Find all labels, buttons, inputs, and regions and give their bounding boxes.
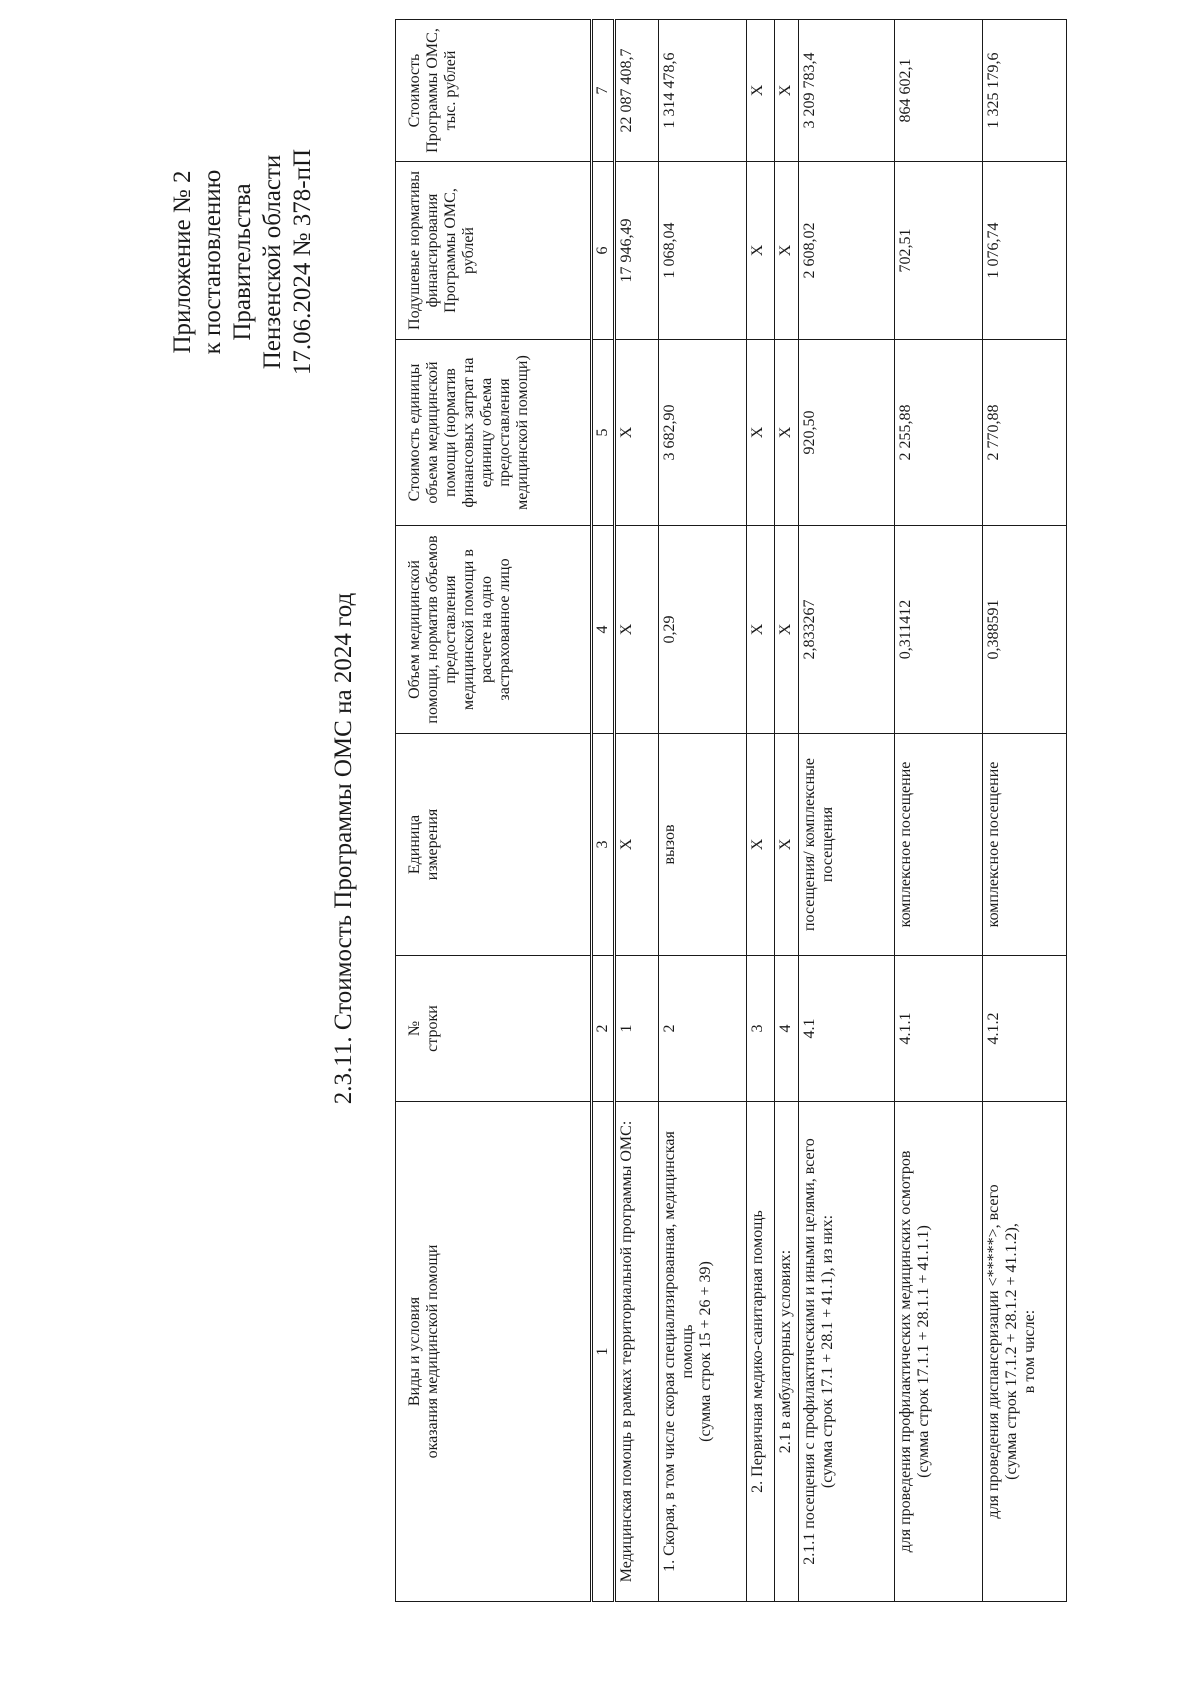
table-cell: 3 682,90 xyxy=(659,340,747,526)
header-cell: Виды и условия оказания медицинской помощи xyxy=(396,1102,592,1602)
table-row xyxy=(983,20,1067,1602)
table-cell: Х xyxy=(775,526,799,734)
table-body xyxy=(615,20,1067,1602)
table-cell: комплексное посещение xyxy=(983,734,1067,956)
column-number: 4 xyxy=(592,526,615,734)
row-label-cell: для проведения диспансеризации <*****>, всего (сумма строк 17.1.2 + 28.1.2 + 41.1.2), в том числе: xyxy=(983,1102,1067,1602)
table-cell: 1 068,04 xyxy=(659,162,747,340)
table-cell: 920,50 xyxy=(799,340,895,526)
table-cell: 4.1 xyxy=(799,956,895,1102)
header-cell: Подушевые нормативы финансирования Программы ОМС, рублей xyxy=(396,162,592,340)
table-row xyxy=(747,20,775,1602)
row-label-cell: для проведения профилактических медицинских осмотров (сумма строк 17.1.1 + 28.1.1 + 41.1.1) xyxy=(895,1102,983,1602)
table-cell: Х xyxy=(615,340,659,526)
table-cell: Х xyxy=(747,526,775,734)
column-number: 2 xyxy=(592,956,615,1102)
table-cell: 1 076,74 xyxy=(983,162,1067,340)
table-cell: 1 xyxy=(615,956,659,1102)
appendix-line-4: 17.06.2024 № 378-пП xyxy=(289,148,316,376)
table-cell: 4.1.1 xyxy=(895,956,983,1102)
table-cell: 702,51 xyxy=(895,162,983,340)
table-cell: Х xyxy=(775,734,799,956)
table-cell: Х xyxy=(747,20,775,162)
row-label-cell: 2.1.1 посещения с профилактическими и иными целями, всего (сумма строк 17.1 + 28.1 + 41.1), из них: xyxy=(799,1102,895,1602)
row-label-cell: Медицинская помощь в рамках территориальной программы ОМС: xyxy=(615,1102,659,1602)
table-cell: 2 608,02 xyxy=(799,162,895,340)
table-cell: 1 325 179,6 xyxy=(983,20,1067,162)
table-cell: Х xyxy=(775,162,799,340)
appendix-block xyxy=(168,97,318,427)
document-title: 2.3.11. Стоимость Программы ОМС на 2024 год xyxy=(330,592,357,1105)
table-cell: комплексное посещение xyxy=(895,734,983,956)
row-label-cell: 1. Скорая, в том числе скорая специализированная, медицинская помощь (сумма строк 15 + 26 + 39) xyxy=(659,1102,747,1602)
table-cell: 3 209 783,4 xyxy=(799,20,895,162)
appendix-line-1: Приложение № 2 xyxy=(169,170,196,354)
column-number: 5 xyxy=(592,340,615,526)
table-cell: 2,833267 xyxy=(799,526,895,734)
row-label-cell: 2. Первичная медико-санитарная помощь xyxy=(747,1102,775,1602)
column-number: 1 xyxy=(592,1102,615,1602)
table-cell: 2 255,88 xyxy=(895,340,983,526)
column-number: 6 xyxy=(592,162,615,340)
table-row xyxy=(895,20,983,1602)
row-label-cell: 2.1 в амбулаторных условиях: xyxy=(775,1102,799,1602)
table-cell: 3 xyxy=(747,956,775,1102)
table-cell: 0,311412 xyxy=(895,526,983,734)
table-cell: 22 087 408,7 xyxy=(615,20,659,162)
table-cell: 1 314 478,6 xyxy=(659,20,747,162)
table-cell: 0,388591 xyxy=(983,526,1067,734)
table-cell: Х xyxy=(775,340,799,526)
table-row xyxy=(775,20,799,1602)
appendix-line-3: Пензенской области xyxy=(259,154,286,370)
table-cell: Х xyxy=(747,162,775,340)
table-cell: Х xyxy=(747,734,775,956)
table-cell: 864 602,1 xyxy=(895,20,983,162)
header-cell: Единица измерения xyxy=(396,734,592,956)
table-cell: 4.1.2 xyxy=(983,956,1067,1102)
table-cell: посещения/ комплексные посещения xyxy=(799,734,895,956)
table-cell: 0,29 xyxy=(659,526,747,734)
table-row xyxy=(799,20,895,1602)
table-cell: 2 xyxy=(659,956,747,1102)
column-number: 3 xyxy=(592,734,615,956)
table-cell: Х xyxy=(615,734,659,956)
cost-table xyxy=(395,19,1067,1602)
table-cell: Х xyxy=(615,526,659,734)
header-cell: Стоимость Программы ОМС, тыс. рублей xyxy=(396,20,592,162)
header-cell: № строки xyxy=(396,956,592,1102)
column-number: 7 xyxy=(592,20,615,162)
table-row xyxy=(615,20,659,1602)
table-cell: 2 770,88 xyxy=(983,340,1067,526)
table-cell: 4 xyxy=(775,956,799,1102)
column-numbers-row xyxy=(592,20,615,1602)
table-cell: 17 946,49 xyxy=(615,162,659,340)
table-cell: Х xyxy=(747,340,775,526)
table-cell: Х xyxy=(775,20,799,162)
table-header-row xyxy=(396,20,592,1602)
table-cell: вызов xyxy=(659,734,747,956)
header-cell: Стоимость единицы объема медицинской помощи (норматив финансовых затрат на единицу объема предоставления медицинской помощи) xyxy=(396,340,592,526)
appendix-line-2: к постановлению Правительства xyxy=(199,169,256,355)
table-row xyxy=(659,20,747,1602)
header-cell: Объем медицинской помощи, норматив объемов предоставления медицинской помощи в расчете на одно застрахованное лицо xyxy=(396,526,592,734)
